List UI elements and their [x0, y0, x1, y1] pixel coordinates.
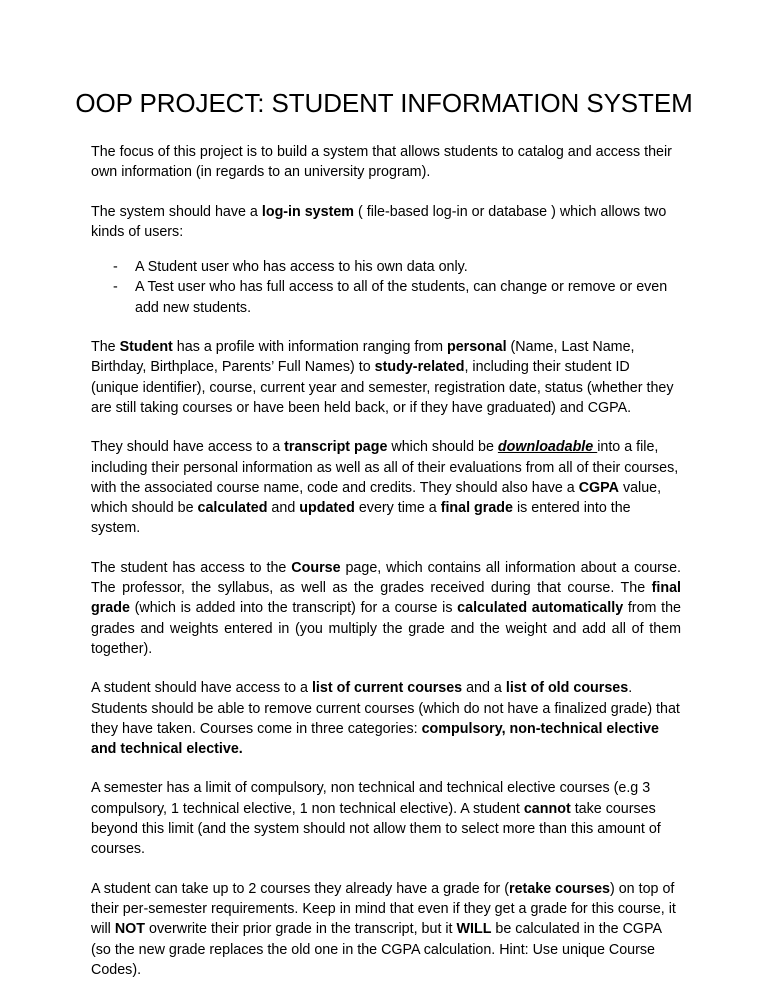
- text-run: The system should have a: [91, 203, 262, 220]
- text-run: which should be: [387, 439, 498, 456]
- bold-text: NOT: [114, 921, 146, 938]
- text-run: The student has access to the: [91, 559, 292, 576]
- text-run: A student can take up to 2 courses they already have a grade for (: [91, 880, 510, 897]
- text-run: The: [91, 339, 120, 356]
- user-types-list: [91, 257, 681, 318]
- bullet-dash: -: [113, 279, 118, 296]
- text-run: into a file, including their personal information as well as all of their evaluations from all of their courses, with the associated course name, code and credits. They should also have a: [91, 439, 679, 496]
- bold-text: study-related: [374, 359, 465, 376]
- course-lists-paragraph: [91, 678, 681, 759]
- bold-text: compulsory, non-technical elective and technical elective.: [91, 720, 659, 758]
- bullet-dash: -: [113, 259, 118, 276]
- text-run: (Name, Last Name, Birthday, Birthplace, Parents’ Full Names) to: [91, 339, 635, 376]
- document-body: [91, 142, 681, 999]
- list-item: [91, 257, 681, 277]
- student-profile-paragraph: [91, 337, 681, 418]
- retake-paragraph: [91, 879, 681, 980]
- transcript-paragraph: [91, 437, 681, 538]
- text-run: is entered into the system.: [91, 500, 631, 537]
- text-run: . Students should be able to remove current courses (which do not have a finalized grade) that they have taken. Courses come in three categories:: [91, 680, 680, 737]
- bold-text: final grade: [440, 500, 513, 517]
- bold-text: retake courses: [509, 880, 610, 897]
- bold-text: final grade: [91, 580, 681, 617]
- bold-italic-underlined-text: downloadable: [497, 439, 598, 456]
- bold-text: cannot: [523, 800, 571, 817]
- text-run: page, which contains all information about a course. The professor, the syllabus, as well as the grades received during that course. The: [91, 559, 681, 597]
- course-page-paragraph: [91, 558, 681, 659]
- bold-text: Student: [119, 339, 173, 356]
- bold-text: list of current courses: [311, 680, 463, 697]
- text-run: take courses beyond this limit (and the system should not allow them to select more than this amount of courses.: [91, 800, 661, 858]
- bold-text: personal: [446, 339, 507, 356]
- intro-paragraph: The focus of this project is to build a system that allows students to catalog and access their own information (in regards to an university program).: [91, 144, 672, 181]
- text-run: ) on top of their per-semester requirements. Keep in mind that even if they get a grade for this course, it will: [91, 880, 676, 938]
- bold-text: updated: [299, 500, 355, 517]
- semester-limit-paragraph: [91, 778, 681, 859]
- bold-text: calculated: [197, 500, 268, 517]
- page-title: OOP PROJECT: STUDENT INFORMATION SYSTEM: [75, 88, 693, 118]
- bold-text: CGPA: [578, 479, 619, 496]
- text-run: A student should have access to a: [91, 680, 312, 697]
- login-paragraph: [91, 202, 681, 243]
- bold-text: transcript page: [284, 439, 388, 456]
- text-run: overwrite their prior grade in the transcript, but it: [145, 921, 457, 938]
- text-run: and: [267, 500, 300, 517]
- bold-text: log-in system: [261, 203, 355, 220]
- list-item: [91, 277, 681, 318]
- text-run: , including their student ID (unique identifier), course, current year and semester, registration date, status (whether they are still taking courses or have been held back, or if they have graduated) and CGPA.: [91, 359, 674, 416]
- list-item-text: A Student user who has access to his own data only.: [135, 259, 468, 276]
- text-run: value, which should be: [91, 479, 662, 517]
- text-run: They should have access to a: [91, 439, 285, 456]
- text-run: and a: [462, 680, 506, 697]
- text-run: has a profile with information ranging from: [172, 339, 447, 356]
- text-run: (which is added into the transcript) for a course is: [129, 600, 458, 617]
- bold-text: calculated automatically: [457, 600, 624, 617]
- text-run: ( file-based log-in or database ) which allows two kinds of users:: [91, 203, 667, 240]
- text-run: every time a: [354, 500, 441, 517]
- bold-text: list of old courses: [505, 680, 629, 697]
- list-item-text: A Test user who has full access to all of the students, can change or remove or even add new students.: [135, 279, 668, 316]
- bold-text: WILL: [456, 921, 492, 938]
- text-run: be calculated in the CGPA (so the new grade replaces the old one in the CGPA calculation. Hint: Use unique Course Codes).: [91, 921, 662, 978]
- text-run: from the grades and weights entered in (you multiply the grade and the weight and add all of them together).: [91, 600, 681, 657]
- bold-text: Course: [291, 559, 341, 576]
- text-run: A semester has a limit of compulsory, non technical and technical elective courses (e.g 3 compulsory, 1 technical elective, 1 non technical elective). A student: [91, 780, 651, 817]
